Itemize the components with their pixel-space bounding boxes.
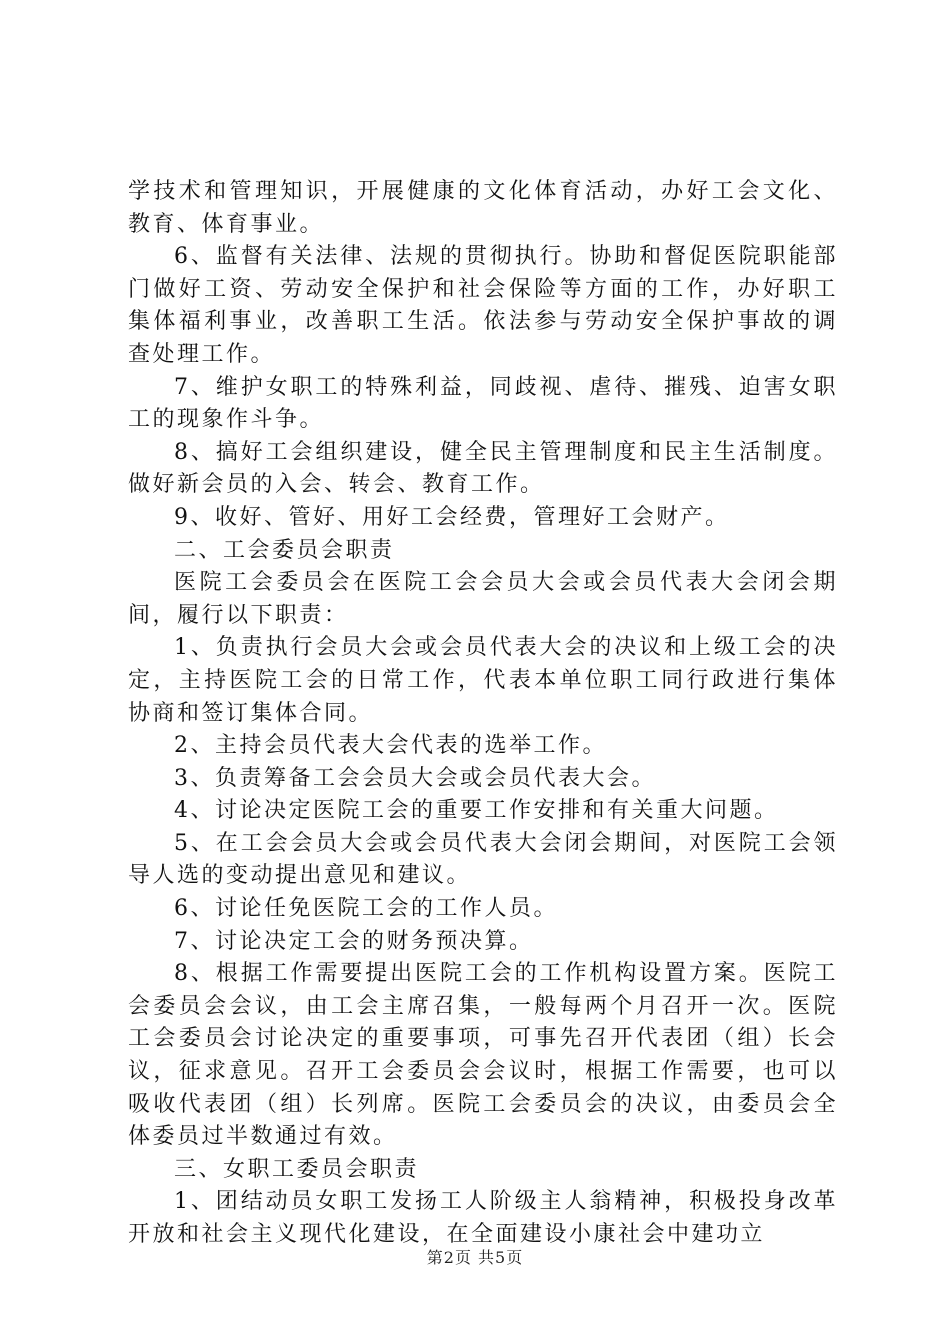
document-body	[128, 176, 838, 1252]
paragraph: 1、团结动员女职工发扬工人阶级主人翁精神，积极投身改革开放和社会主义现代化建设，在全面建设小康社会中建功立	[128, 1189, 838, 1247]
paragraph: 2、主持会员代表大会代表的选举工作。	[174, 733, 607, 759]
paragraph: 医院工会委员会在医院工会会员大会或会员代表大会闭会期间，履行以下职责：	[128, 570, 838, 628]
paragraph: 二、工会委员会职责	[174, 537, 395, 563]
paragraph: 9、收好、管好、用好工会经费，管理好工会财产。	[174, 504, 730, 530]
paragraph: 三、女职工委员会职责	[174, 1156, 420, 1182]
paragraph: 1、负责执行会员大会或会员代表大会的决议和上级工会的决定，主持医院工会的日常工作，代表本单位职工同行政进行集体协商和签订集体合同。	[128, 635, 838, 726]
paragraph: 8、搞好工会组织建设，健全民主管理制度和民主生活制度。做好新会员的入会、转会、教育工作。	[128, 439, 838, 498]
paragraph: 8、根据工作需要提出医院工会的工作机构设置方案。医院工会委员会会议，由工会主席召集，一般每两个月召开一次。医院工会委员会讨论决定的重要事项，可事先召开代表团（组）长会议，征求意见。召开工会委员会会议时，根据工作需要，也可以吸收代表团（组）长列席。医院工会委员会的决议，由委员会全体委员过半数通过有效。	[128, 961, 838, 1150]
paragraph: 4、讨论决定医院工会的重要工作安排和有关重大问题。	[174, 798, 779, 824]
paragraph: 7、讨论决定工会的财务预决算。	[174, 928, 534, 954]
paragraph: 7、维护女职工的特殊利益，同歧视、虐待、摧残、迫害女职工的现象作斗争。	[128, 374, 838, 433]
paragraph: 6、监督有关法律、法规的贯彻执行。协助和督促医院职能部门做好工资、劳动安全保护和社会保险等方面的工作，办好职工集体福利事业，改善职工生活。依法参与劳动安全保护事故的调查处理工作。	[128, 244, 838, 367]
paragraph: 6、讨论任免医院工会的工作人员。	[174, 896, 558, 922]
paragraph: 5、在工会会员大会或会员代表大会闭会期间，对医院工会领导人选的变动提出意见和建议。	[128, 830, 838, 889]
paragraph: 3、负责筹备工会会员大会或会员代表大会。	[174, 765, 656, 791]
page-footer: 第2页 共5页	[426, 1248, 524, 1267]
paragraph: 学技术和管理知识，开展健康的文化体育活动，办好工会文化、教育、体育事业。	[128, 179, 838, 237]
